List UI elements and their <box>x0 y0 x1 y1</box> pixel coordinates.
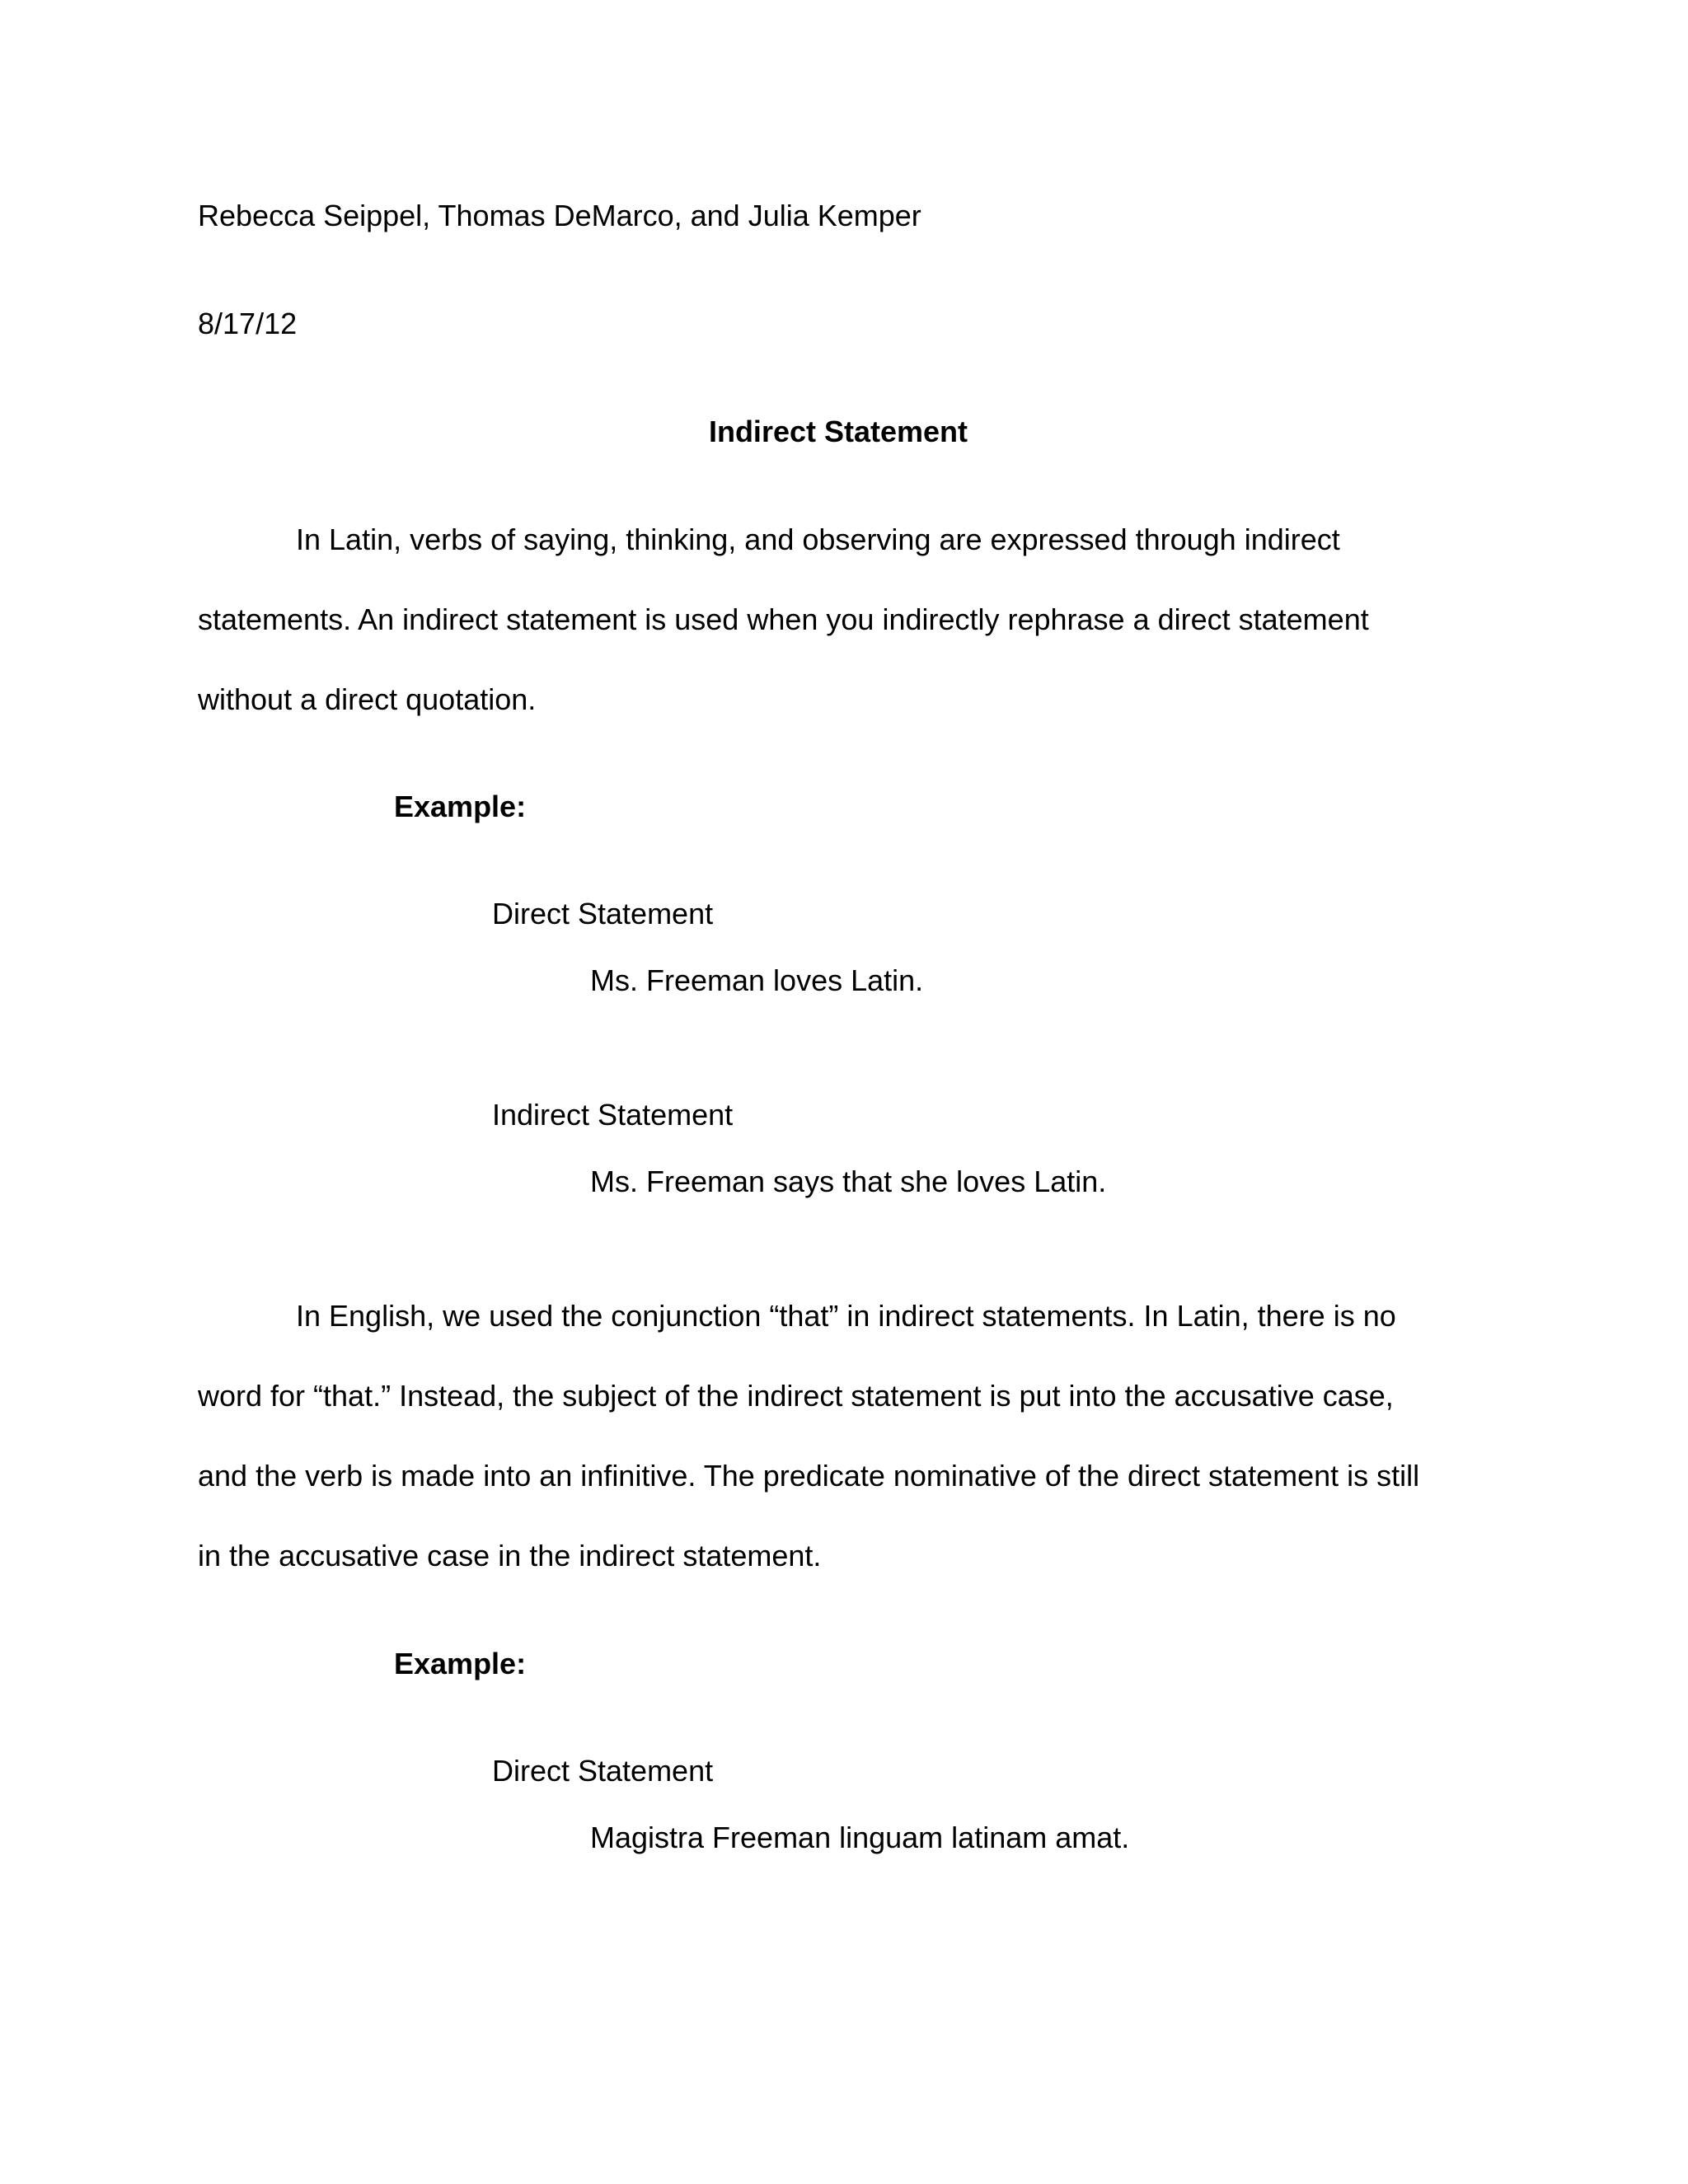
direct-statement-example-2: Magistra Freeman linguam latinam amat. <box>590 1821 1130 1854</box>
paragraph-1-line-1: In Latin, verbs of saying, thinking, and observing are expressed through indirect <box>296 523 1340 556</box>
example-label-2: Example: <box>394 1647 527 1680</box>
author-line: Rebecca Seippel, Thomas DeMarco, and Julia Kemper <box>198 199 921 232</box>
date-line: 8/17/12 <box>198 307 298 340</box>
paragraph-1-line-2: statements. An indirect statement is used when you indirectly rephrase a direct statement <box>198 602 1369 636</box>
paragraph-2-line-1: In English, we used the conjunction “that” in indirect statements. In Latin, there is no <box>296 1299 1396 1333</box>
paragraph-2-line-4: in the accusative case in the indirect statement. <box>198 1539 822 1572</box>
paragraph-2-line-3: and the verb is made into an infinitive. The predicate nominative of the direct statement is still <box>198 1459 1420 1493</box>
paragraph-2-line-2: word for “that.” Instead, the subject of the indirect statement is put into the accusative case, <box>198 1379 1394 1413</box>
example-label-1: Example: <box>394 790 527 823</box>
paragraph-1-line-3: without a direct quotation. <box>198 682 537 716</box>
indirect-statement-label-1: Indirect Statement <box>492 1098 734 1132</box>
direct-statement-example-1: Ms. Freeman loves Latin. <box>590 963 924 997</box>
direct-statement-label-1: Direct Statement <box>492 897 714 930</box>
direct-statement-label-2: Direct Statement <box>492 1754 714 1788</box>
indirect-statement-example-1: Ms. Freeman says that she loves Latin. <box>590 1165 1107 1198</box>
document-title: Indirect Statement <box>708 415 968 448</box>
